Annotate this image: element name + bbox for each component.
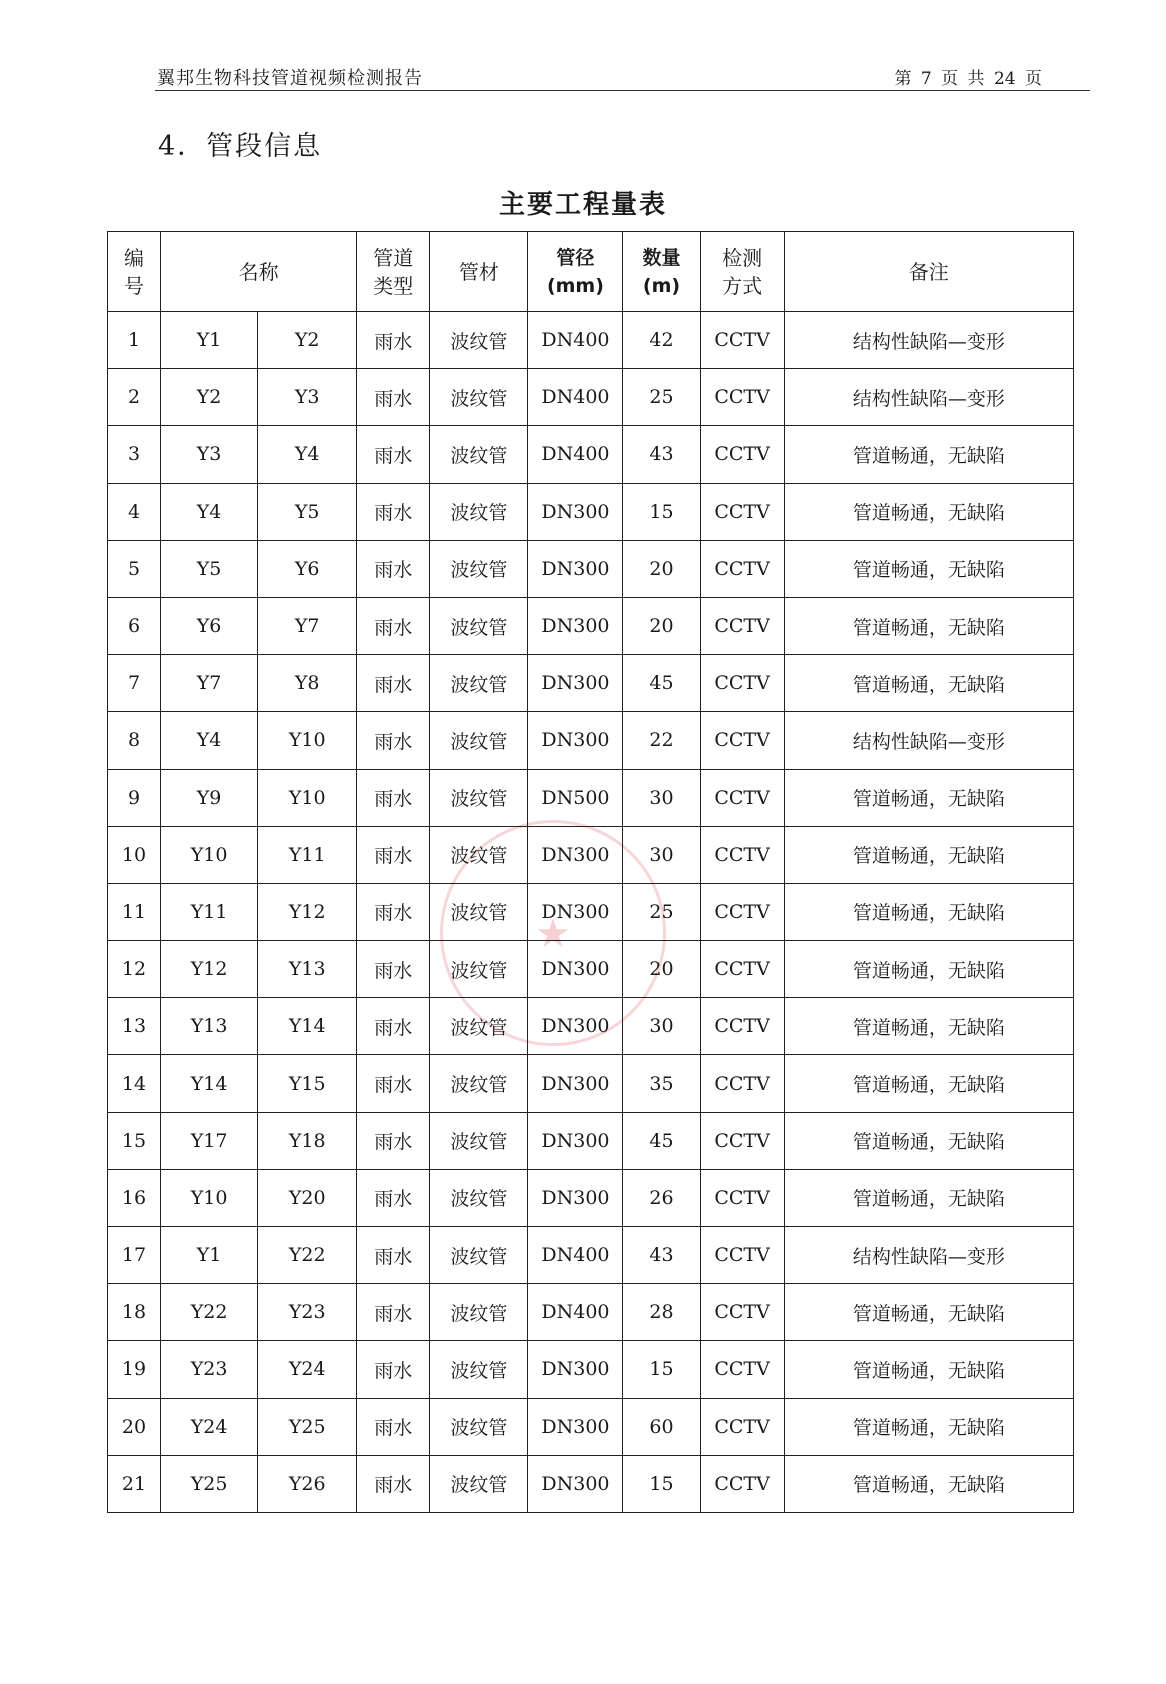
cell-from: Y4 xyxy=(161,483,258,540)
cell-diameter: DN300 xyxy=(528,998,623,1055)
cell-to: Y22 xyxy=(258,1227,357,1284)
cell-length: 15 xyxy=(623,1455,700,1512)
cell-no: 9 xyxy=(108,769,161,826)
cell-to: Y23 xyxy=(258,1284,357,1341)
cell-length: 35 xyxy=(623,1055,700,1112)
cell-diameter: DN300 xyxy=(528,826,623,883)
header-pipe-type: 管道类型 xyxy=(357,232,430,312)
cell-no: 1 xyxy=(108,312,161,369)
cell-diameter: DN300 xyxy=(528,1112,623,1169)
cell-material: 波纹管 xyxy=(430,826,528,883)
cell-length: 20 xyxy=(623,597,700,654)
cell-from: Y6 xyxy=(161,597,258,654)
table-row xyxy=(108,1112,1074,1169)
cell-length: 60 xyxy=(623,1398,700,1455)
cell-from: Y10 xyxy=(161,1169,258,1226)
cell-length: 25 xyxy=(623,883,700,940)
cell-to: Y5 xyxy=(258,483,357,540)
cell-diameter: DN500 xyxy=(528,769,623,826)
cell-method: CCTV xyxy=(700,883,784,940)
cell-note: 管道畅通，无缺陷 xyxy=(784,1455,1073,1512)
cell-length: 42 xyxy=(623,312,700,369)
header-material: 管材 xyxy=(430,232,528,312)
header-note: 备注 xyxy=(784,232,1073,312)
cell-type: 雨水 xyxy=(357,597,430,654)
cell-diameter: DN300 xyxy=(528,1341,623,1398)
cell-from: Y3 xyxy=(161,426,258,483)
cell-diameter: DN300 xyxy=(528,941,623,998)
cell-from: Y14 xyxy=(161,1055,258,1112)
cell-material: 波纹管 xyxy=(430,597,528,654)
cell-diameter: DN400 xyxy=(528,312,623,369)
cell-to: Y13 xyxy=(258,941,357,998)
cell-method: CCTV xyxy=(700,1169,784,1226)
cell-to: Y11 xyxy=(258,826,357,883)
cell-note: 管道畅通，无缺陷 xyxy=(784,1055,1073,1112)
cell-method: CCTV xyxy=(700,540,784,597)
cell-no: 14 xyxy=(108,1055,161,1112)
cell-method: CCTV xyxy=(700,941,784,998)
cell-to: Y15 xyxy=(258,1055,357,1112)
cell-from: Y17 xyxy=(161,1112,258,1169)
cell-diameter: DN400 xyxy=(528,1227,623,1284)
cell-material: 波纹管 xyxy=(430,1398,528,1455)
cell-material: 波纹管 xyxy=(430,712,528,769)
cell-method: CCTV xyxy=(700,998,784,1055)
cell-to: Y6 xyxy=(258,540,357,597)
cell-type: 雨水 xyxy=(357,1341,430,1398)
table-row xyxy=(108,597,1074,654)
cell-no: 21 xyxy=(108,1455,161,1512)
cell-to: Y12 xyxy=(258,883,357,940)
cell-diameter: DN300 xyxy=(528,1398,623,1455)
cell-material: 波纹管 xyxy=(430,1284,528,1341)
cell-to: Y24 xyxy=(258,1341,357,1398)
cell-from: Y1 xyxy=(161,1227,258,1284)
cell-length: 20 xyxy=(623,540,700,597)
cell-material: 波纹管 xyxy=(430,426,528,483)
cell-no: 6 xyxy=(108,597,161,654)
cell-diameter: DN300 xyxy=(528,1169,623,1226)
cell-no: 11 xyxy=(108,883,161,940)
cell-material: 波纹管 xyxy=(430,1455,528,1512)
table-row xyxy=(108,1227,1074,1284)
table-row xyxy=(108,1398,1074,1455)
cell-to: Y18 xyxy=(258,1112,357,1169)
cell-diameter: DN300 xyxy=(528,483,623,540)
cell-length: 43 xyxy=(623,426,700,483)
cell-to: Y8 xyxy=(258,655,357,712)
cell-type: 雨水 xyxy=(357,369,430,426)
cell-no: 12 xyxy=(108,941,161,998)
cell-length: 28 xyxy=(623,1284,700,1341)
table-row xyxy=(108,712,1074,769)
cell-note: 管道畅通，无缺陷 xyxy=(784,655,1073,712)
page-header xyxy=(155,62,1090,91)
pipe-segment-table xyxy=(107,231,1074,1513)
cell-from: Y4 xyxy=(161,712,258,769)
cell-to: Y26 xyxy=(258,1455,357,1512)
cell-note: 结构性缺陷—变形 xyxy=(784,312,1073,369)
cell-from: Y25 xyxy=(161,1455,258,1512)
table-row xyxy=(108,655,1074,712)
cell-to: Y10 xyxy=(258,769,357,826)
cell-no: 3 xyxy=(108,426,161,483)
cell-from: Y7 xyxy=(161,655,258,712)
cell-note: 管道畅通，无缺陷 xyxy=(784,941,1073,998)
header-no: 编号 xyxy=(108,232,161,312)
cell-note: 结构性缺陷—变形 xyxy=(784,712,1073,769)
cell-material: 波纹管 xyxy=(430,655,528,712)
cell-method: CCTV xyxy=(700,369,784,426)
cell-length: 30 xyxy=(623,826,700,883)
table-row xyxy=(108,1455,1074,1512)
cell-type: 雨水 xyxy=(357,941,430,998)
table-row xyxy=(108,369,1074,426)
cell-from: Y10 xyxy=(161,826,258,883)
cell-material: 波纹管 xyxy=(430,1341,528,1398)
cell-method: CCTV xyxy=(700,1112,784,1169)
page-indicator: 第 7 页 共 24 页 xyxy=(894,69,1042,89)
cell-from: Y23 xyxy=(161,1341,258,1398)
cell-material: 波纹管 xyxy=(430,941,528,998)
cell-no: 2 xyxy=(108,369,161,426)
cell-length: 45 xyxy=(623,1112,700,1169)
cell-method: CCTV xyxy=(700,483,784,540)
cell-type: 雨水 xyxy=(357,1112,430,1169)
cell-note: 结构性缺陷—变形 xyxy=(784,1227,1073,1284)
table-row xyxy=(108,1169,1074,1226)
cell-method: CCTV xyxy=(700,1341,784,1398)
cell-material: 波纹管 xyxy=(430,1112,528,1169)
cell-note: 管道畅通，无缺陷 xyxy=(784,483,1073,540)
seal-star-icon: ★ xyxy=(535,911,571,957)
cell-type: 雨水 xyxy=(357,1284,430,1341)
table-header-row xyxy=(108,232,1074,312)
cell-no: 19 xyxy=(108,1341,161,1398)
cell-to: Y3 xyxy=(258,369,357,426)
cell-method: CCTV xyxy=(700,1227,784,1284)
cell-diameter: DN400 xyxy=(528,426,623,483)
cell-diameter: DN300 xyxy=(528,655,623,712)
cell-note: 管道畅通，无缺陷 xyxy=(784,1284,1073,1341)
table-row xyxy=(108,998,1074,1055)
cell-type: 雨水 xyxy=(357,826,430,883)
cell-no: 16 xyxy=(108,1169,161,1226)
cell-type: 雨水 xyxy=(357,769,430,826)
cell-method: CCTV xyxy=(700,826,784,883)
cell-length: 30 xyxy=(623,769,700,826)
cell-type: 雨水 xyxy=(357,655,430,712)
cell-type: 雨水 xyxy=(357,712,430,769)
cell-no: 18 xyxy=(108,1284,161,1341)
cell-length: 45 xyxy=(623,655,700,712)
cell-to: Y10 xyxy=(258,712,357,769)
cell-method: CCTV xyxy=(700,1284,784,1341)
table-row xyxy=(108,826,1074,883)
cell-material: 波纹管 xyxy=(430,312,528,369)
cell-no: 8 xyxy=(108,712,161,769)
cell-no: 17 xyxy=(108,1227,161,1284)
table-row xyxy=(108,1284,1074,1341)
cell-material: 波纹管 xyxy=(430,483,528,540)
cell-note: 管道畅通，无缺陷 xyxy=(784,540,1073,597)
cell-type: 雨水 xyxy=(357,1227,430,1284)
cell-material: 波纹管 xyxy=(430,369,528,426)
section-title: 4．管段信息 xyxy=(158,131,323,162)
cell-type: 雨水 xyxy=(357,483,430,540)
cell-type: 雨水 xyxy=(357,540,430,597)
cell-from: Y9 xyxy=(161,769,258,826)
cell-no: 4 xyxy=(108,483,161,540)
cell-material: 波纹管 xyxy=(430,769,528,826)
cell-from: Y24 xyxy=(161,1398,258,1455)
cell-method: CCTV xyxy=(700,769,784,826)
cell-method: CCTV xyxy=(700,312,784,369)
cell-from: Y5 xyxy=(161,540,258,597)
cell-method: CCTV xyxy=(700,712,784,769)
cell-type: 雨水 xyxy=(357,1455,430,1512)
cell-diameter: DN300 xyxy=(528,540,623,597)
cell-material: 波纹管 xyxy=(430,883,528,940)
table-title: 主要工程量表 xyxy=(498,190,667,220)
cell-diameter: DN300 xyxy=(528,1055,623,1112)
cell-type: 雨水 xyxy=(357,1169,430,1226)
cell-no: 13 xyxy=(108,998,161,1055)
cell-material: 波纹管 xyxy=(430,540,528,597)
cell-note: 管道畅通，无缺陷 xyxy=(784,1169,1073,1226)
cell-diameter: DN400 xyxy=(528,1284,623,1341)
cell-from: Y11 xyxy=(161,883,258,940)
cell-note: 管道畅通，无缺陷 xyxy=(784,769,1073,826)
cell-from: Y22 xyxy=(161,1284,258,1341)
cell-type: 雨水 xyxy=(357,1398,430,1455)
cell-diameter: DN400 xyxy=(528,369,623,426)
cell-note: 管道畅通，无缺陷 xyxy=(784,998,1073,1055)
cell-material: 波纹管 xyxy=(430,998,528,1055)
cell-material: 波纹管 xyxy=(430,1055,528,1112)
cell-length: 30 xyxy=(623,998,700,1055)
header-diameter: 管径(mm) xyxy=(528,232,623,312)
cell-type: 雨水 xyxy=(357,883,430,940)
cell-diameter: DN300 xyxy=(528,712,623,769)
table-row xyxy=(108,883,1074,940)
cell-to: Y14 xyxy=(258,998,357,1055)
cell-note: 管道畅通，无缺陷 xyxy=(784,1398,1073,1455)
cell-from: Y12 xyxy=(161,941,258,998)
cell-note: 管道畅通，无缺陷 xyxy=(784,883,1073,940)
cell-note: 管道畅通，无缺陷 xyxy=(784,597,1073,654)
cell-from: Y13 xyxy=(161,998,258,1055)
table-row xyxy=(108,540,1074,597)
cell-length: 15 xyxy=(623,1341,700,1398)
cell-length: 26 xyxy=(623,1169,700,1226)
cell-to: Y4 xyxy=(258,426,357,483)
cell-type: 雨水 xyxy=(357,998,430,1055)
header-name: 名称 xyxy=(161,232,357,312)
cell-to: Y25 xyxy=(258,1398,357,1455)
cell-length: 43 xyxy=(623,1227,700,1284)
cell-to: Y2 xyxy=(258,312,357,369)
cell-diameter: DN300 xyxy=(528,883,623,940)
cell-type: 雨水 xyxy=(357,1055,430,1112)
cell-method: CCTV xyxy=(700,655,784,712)
cell-method: CCTV xyxy=(700,1398,784,1455)
cell-diameter: DN300 xyxy=(528,1455,623,1512)
cell-note: 管道畅通，无缺陷 xyxy=(784,426,1073,483)
cell-note: 结构性缺陷—变形 xyxy=(784,369,1073,426)
report-title: 翼邦生物科技管道视频检测报告 xyxy=(157,68,423,89)
cell-length: 15 xyxy=(623,483,700,540)
cell-length: 20 xyxy=(623,941,700,998)
cell-no: 10 xyxy=(108,826,161,883)
cell-method: CCTV xyxy=(700,1055,784,1112)
cell-no: 15 xyxy=(108,1112,161,1169)
table-row xyxy=(108,426,1074,483)
cell-method: CCTV xyxy=(700,1455,784,1512)
cell-note: 管道畅通，无缺陷 xyxy=(784,1341,1073,1398)
cell-to: Y20 xyxy=(258,1169,357,1226)
table-body xyxy=(108,312,1074,1513)
cell-type: 雨水 xyxy=(357,312,430,369)
cell-note: 管道畅通，无缺陷 xyxy=(784,826,1073,883)
cell-length: 22 xyxy=(623,712,700,769)
table-row xyxy=(108,769,1074,826)
header-method: 检测方式 xyxy=(700,232,784,312)
cell-no: 5 xyxy=(108,540,161,597)
cell-type: 雨水 xyxy=(357,426,430,483)
header-length: 数量(m) xyxy=(623,232,700,312)
cell-to: Y7 xyxy=(258,597,357,654)
table-row xyxy=(108,941,1074,998)
cell-material: 波纹管 xyxy=(430,1227,528,1284)
cell-note: 管道畅通，无缺陷 xyxy=(784,1112,1073,1169)
cell-from: Y1 xyxy=(161,312,258,369)
cell-method: CCTV xyxy=(700,426,784,483)
cell-no: 7 xyxy=(108,655,161,712)
cell-from: Y2 xyxy=(161,369,258,426)
table-row xyxy=(108,1055,1074,1112)
table-row xyxy=(108,312,1074,369)
table-row xyxy=(108,483,1074,540)
cell-diameter: DN300 xyxy=(528,597,623,654)
table-row xyxy=(108,1341,1074,1398)
cell-length: 25 xyxy=(623,369,700,426)
cell-method: CCTV xyxy=(700,597,784,654)
cell-no: 20 xyxy=(108,1398,161,1455)
cell-material: 波纹管 xyxy=(430,1169,528,1226)
